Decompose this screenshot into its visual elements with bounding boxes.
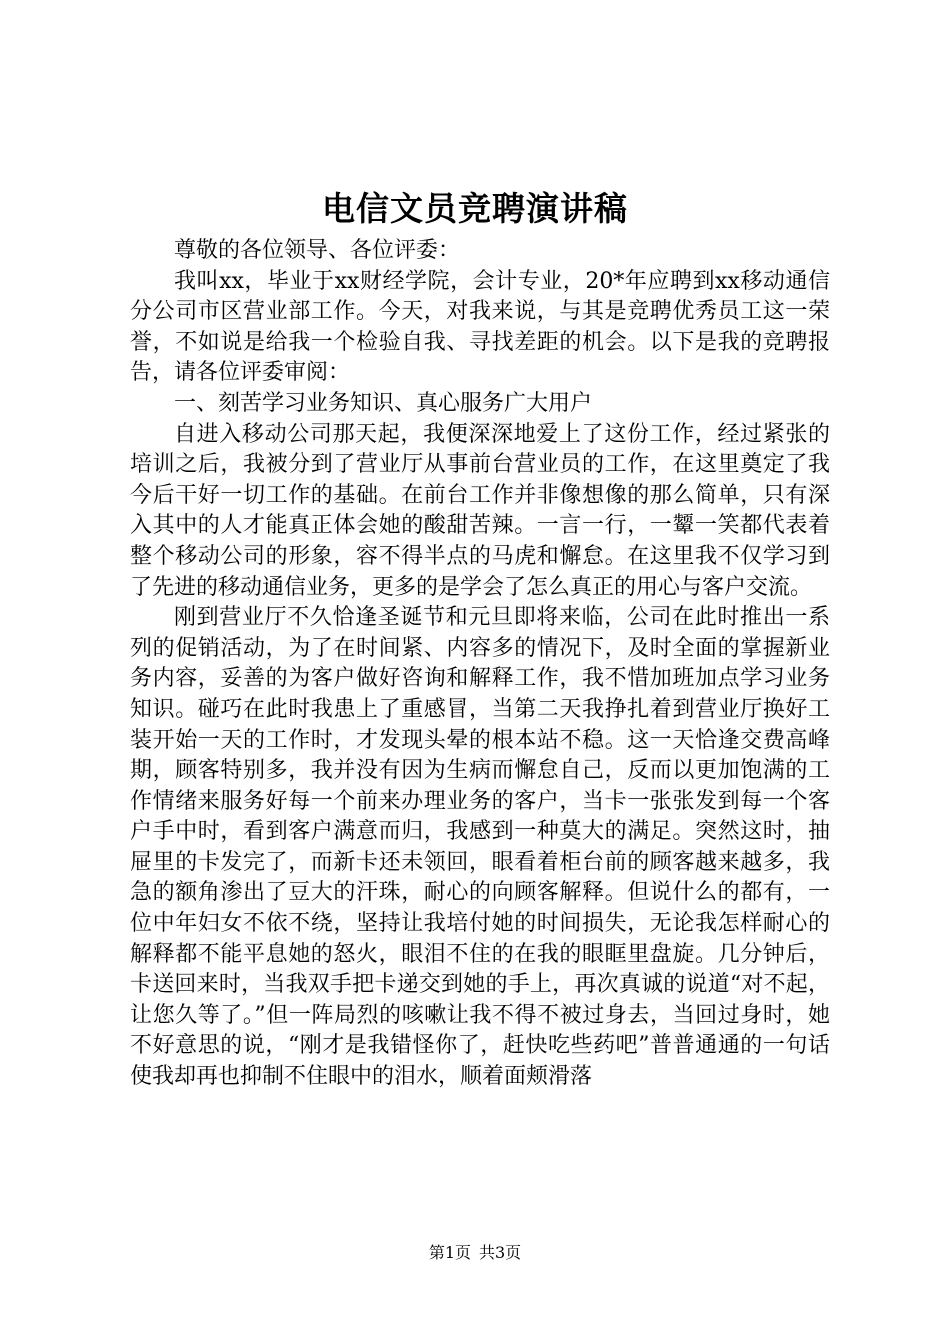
body-paragraph: 刚到营业厅不久恰逢圣诞节和元旦即将来临，公司在此时推出一系列的促销活动，为了在时间紧、内容多的情况下，及时全面的掌握新业务内容，妥善的为客户做好咨询和解释工作，我不惜加班加点学习业务知识。碰巧在此时我患上了重感冒，当第二天我挣扎着到营业厅换好工装开始一天的工作时，才发现头晕的根本站不稳。这一天恰逢交费高峰期，顾客特别多，我并没有因为生病而懈怠自己，反而以更加饱满的工作情绪来服务好每一个前来办理业务的客户，当卡一张张发到每一个客户手中时，看到客户满意而归，我感到一种莫大的满足。突然这时，抽屉里的卡发完了，而新卡还未领回，眼看着柜台前的顾客越来越多，我急的额角渗出了豆大的汗珠，耐心的向顾客解释。但说什么的都有，一位中年妇女不依不绕，坚持让我培付她的时间损失，无论我怎样耐心的解释都不能平息她的怒火，眼泪不住的在我的眼眶里盘旋。几分钟后，卡送回来时，当我双手把卡递交到她的手上，再次真诚的说道“对不起，让您久等了。”但一阵局烈的咳嗽让我不得不被过身去，当回过身时，她不好意思的说，“刚才是我错怪你了，赶快吃些药吧”普普通通的一句话使我却再也抑制不住眼中的泪水，顺着面颊滑落: [130, 605, 830, 1090]
body-paragraph: 自进入移动公司那天起，我便深深地爱上了这份工作，经过紧张的培训之后，我被分到了营业厅从事前台营业员的工作，在这里奠定了我今后干好一切工作的基础。在前台工作并非像想像的那么简单，只有深入其中的人才能真正体会她的酸甜苦辣。一言一行，一颦一笑都代表着整个移动公司的形象，容不得半点的马虎和懈怠。在这里我不仅学习到了先进的移动通信业务，更多的是学会了怎么真正的用心与客户交流。: [130, 421, 830, 600]
page-number-current: 第1页: [428, 1243, 471, 1262]
page-footer: [0, 1242, 950, 1264]
section-heading: 一、刻苦学习业务知识、真心服务广大用户: [174, 390, 593, 416]
intro-paragraph: 我叫xx，毕业于xx财经学院，会计专业，20*年应聘到xx移动通信分公司市区营业部工作。今天，对我来说，与其是竞聘优秀员工这一荣誉，不如说是给我一个检验自我、寻找差距的机会。以下是我的竞聘报告，请各位评委审阅：: [130, 268, 830, 386]
salutation-paragraph: 尊敬的各位领导、各位评委：: [174, 238, 461, 263]
document-body: [130, 236, 830, 1093]
document-title: 电信文员竞聘演讲稿: [322, 189, 628, 228]
page-number-total: 共3页: [479, 1243, 522, 1262]
